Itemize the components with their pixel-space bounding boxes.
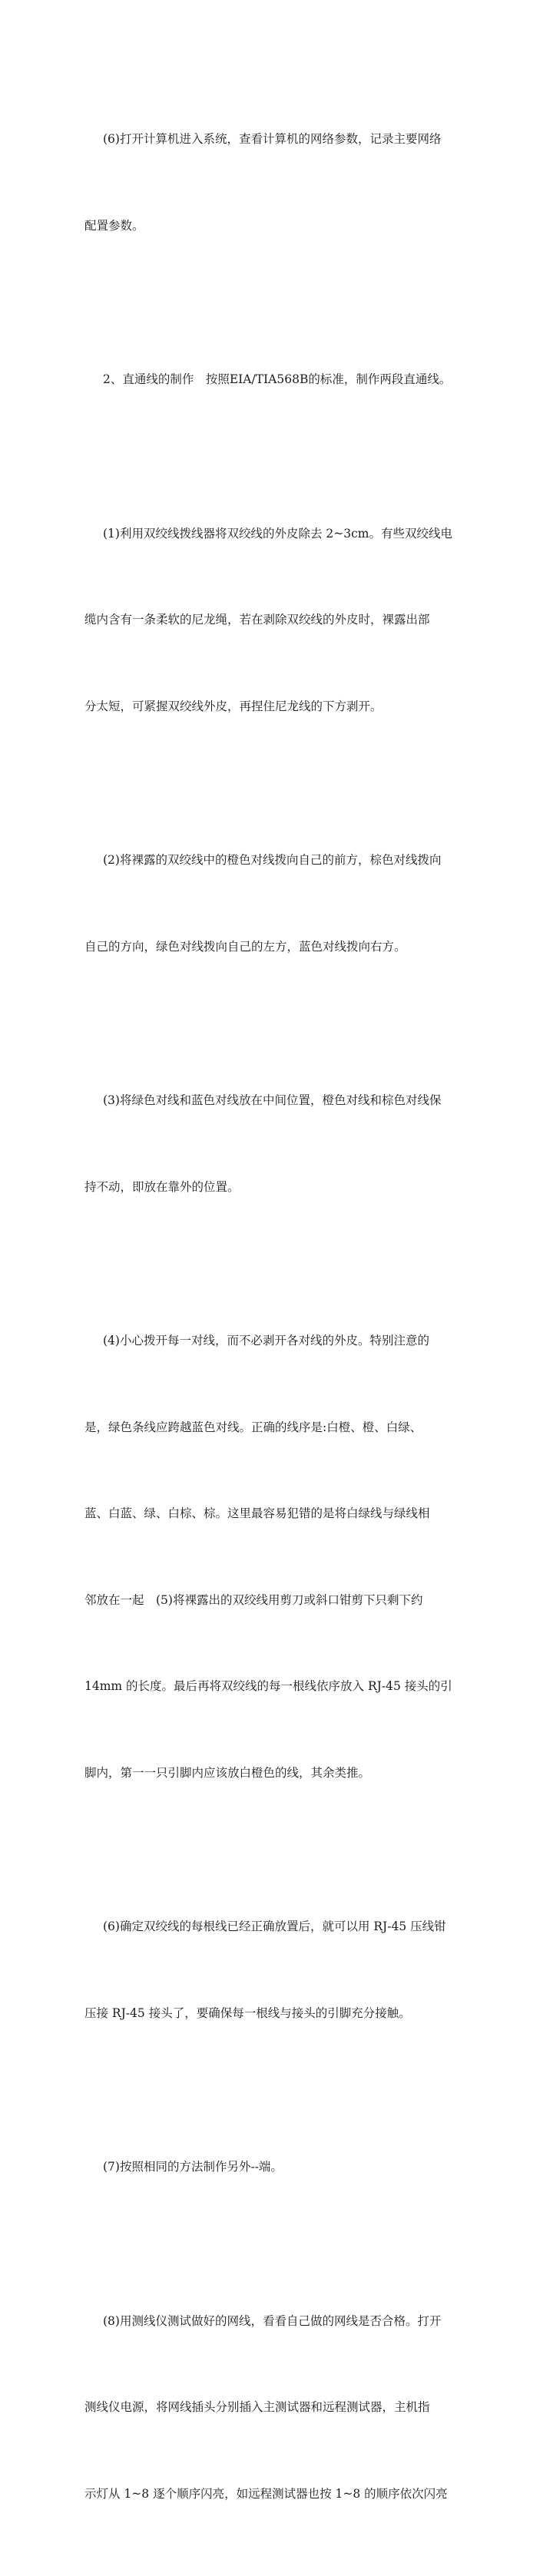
text-line: 测线仪电源，将网线插头分别插入主测试器和远程测试器，主机指 (84, 2400, 430, 2414)
text-line: 蓝、白蓝、绿、白棕、棕。这里最容易犯错的是将白绿线与绿线相 (84, 1506, 430, 1520)
section-heading-straight-cable (84, 308, 472, 452)
paragraph-cable-step6 (84, 1855, 472, 2085)
text-line: (1)利用双绞线拨线器将双绞线的外皮除去 2~3cm。有些双绞线电 (103, 526, 452, 541)
paragraph-cable-step4-5 (84, 1269, 472, 1845)
text-line: 配置参数。 (84, 218, 144, 233)
text-line: 2、直通线的制作 按照EIA/TIA568B的标准，制作两段直通线。 (103, 372, 452, 386)
text-line: 持不动，即放在靠外的位置。 (84, 1179, 240, 1194)
text-line: 自己的方向，绿色对线拨向自己的左方，蓝色对线拨向右方。 (84, 939, 406, 954)
text-line: 邻放在一起 (5)将裸露出的双绞线用剪刀或斜口钳剪下只剩下约 (84, 1592, 423, 1607)
paragraph-cable-step1 (84, 462, 472, 779)
text-line: 示灯从 1~8 逐个顺序闪亮，如远程测试器也按 1~8 的顺序依次闪亮 (84, 2486, 448, 2501)
text-line: (2)将裸露的双绞线中的橙色对线拨向自己的前方，棕色对线拨向 (103, 853, 442, 867)
paragraph-cable-step7 (84, 2095, 472, 2240)
paragraph-cable-step3 (84, 1029, 472, 1259)
text-line: 分太短，可紧握双绞线外皮，再捏住尼龙线的下方剥开。 (84, 699, 382, 713)
text-line: 缆内含有一条柔软的尼龙绳，若在剥除双绞线的外皮时，裸露出部 (84, 613, 430, 627)
paragraph-cable-step8 (84, 2250, 472, 2567)
text-line: (8)用测线仪测试做好的网线，看看自己做的网线是否合格。打开 (103, 2313, 442, 2328)
text-line: (3)将绿色对线和蓝色对线放在中间位置，橙色对线和棕色对线保 (103, 1093, 442, 1107)
paragraph-cable-step2 (84, 789, 472, 1019)
text-line: (4)小心拨开每一对线，而不必剥开各对线的外皮。特别注意的 (103, 1334, 429, 1348)
text-line: 压接 RJ-45 接头了，要确保每一根线与接头的引脚充分接触。 (84, 2006, 411, 2020)
text-line: (7)按照相同的方法制作另外--端。 (103, 2160, 283, 2174)
paragraph-step6-network-params (84, 68, 472, 298)
text-line: 是，绿色条线应跨越蓝色对线。正确的线序是:白橙、橙、白绿、 (84, 1420, 422, 1434)
text-line: (6)确定双绞线的每根线已经正确放置后，就可以用 RJ-45 压线钳 (103, 1920, 446, 1933)
text-line: 脚内，第一一只引脚内应该放白橙色的线，其余类推。 (84, 1765, 371, 1780)
text-line: 14mm 的长度。最后再将双绞线的每一根线依序放入 RJ-45 接头的引 (84, 1679, 452, 1693)
text-line: (6)打开计算机进入系统，查看计算机的网络参数，记录主要网络 (103, 132, 442, 146)
document-body (84, 68, 472, 2576)
